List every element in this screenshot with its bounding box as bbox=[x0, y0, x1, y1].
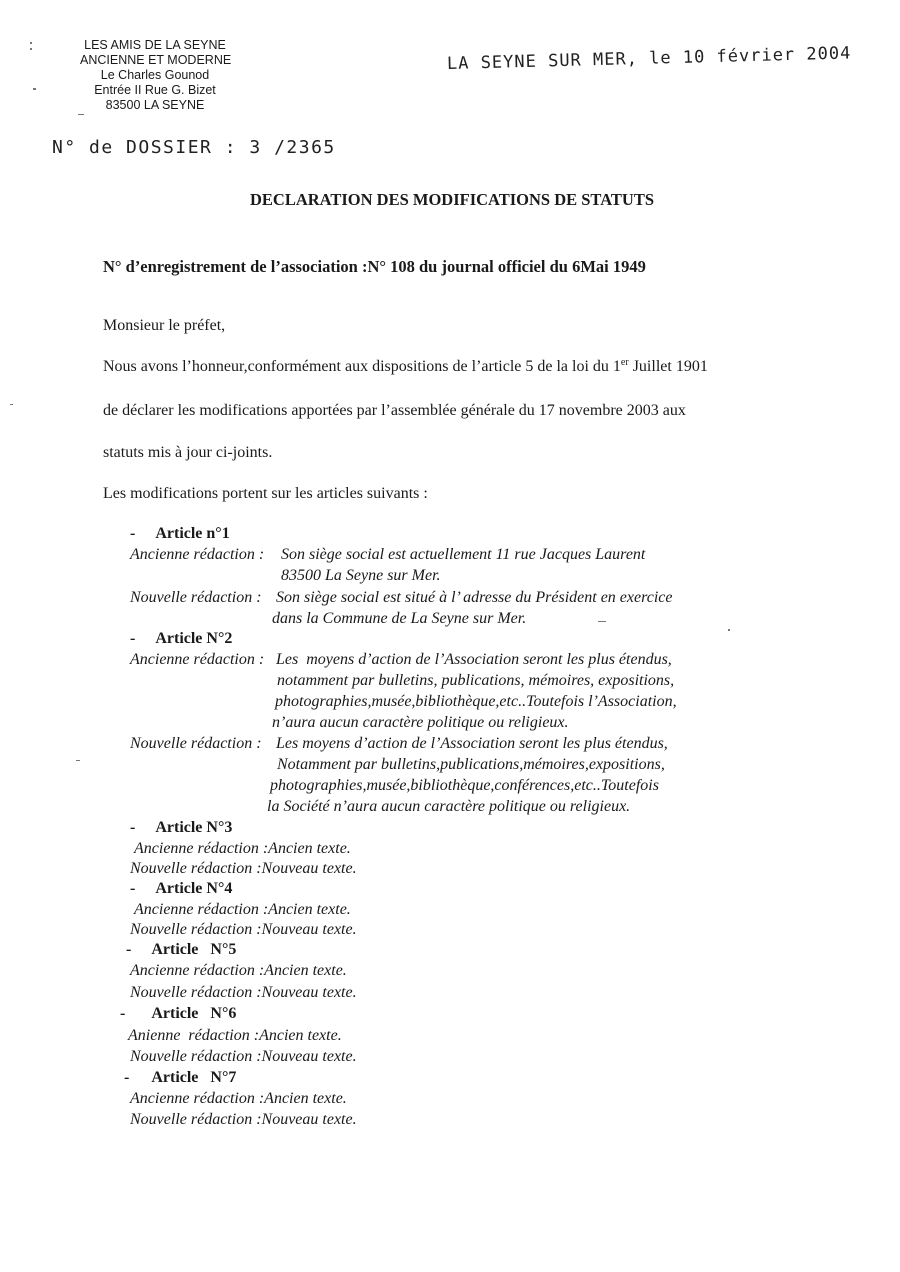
articles-intro: Les modifications portent sur les articles suivants : bbox=[103, 485, 428, 502]
old-wording-line: n’aura aucun caractère politique ou religieux. bbox=[272, 714, 569, 731]
new-wording-line: la Société n’aura aucun caractère politique ou religieux. bbox=[267, 798, 631, 815]
new-wording bbox=[130, 921, 357, 939]
article-heading bbox=[130, 819, 232, 837]
sender-line: 83500 LA SEYNE bbox=[105, 98, 205, 112]
article-heading bbox=[120, 1005, 236, 1023]
new-wording-label: Nouvelle rédaction : bbox=[130, 1111, 262, 1128]
sender-line: Le Charles Gounod bbox=[100, 68, 210, 82]
paragraph-line: statuts mis à jour ci-joints. bbox=[103, 444, 273, 461]
article-heading bbox=[124, 1069, 236, 1087]
handwritten-dossier-number: N° de DOSSIER : 3 /2365 bbox=[52, 137, 336, 158]
new-wording-line: Son siège social est situé à l’ adresse du Président en exercice bbox=[276, 589, 673, 606]
new-wording-label: Nouvelle rédaction : bbox=[130, 589, 262, 606]
old-wording bbox=[130, 962, 347, 980]
paragraph-text: Nous avons l’honneur,conformément aux dispositions de l’article 5 de la loi du 1 bbox=[103, 358, 621, 375]
sender-address bbox=[80, 38, 230, 113]
article-heading bbox=[130, 630, 232, 648]
article-title: Article N°5 bbox=[151, 941, 237, 958]
new-wording-line: photographies,musée,bibliothèque,conférences,etc..Toutefois bbox=[270, 777, 659, 794]
registration-line: N° d’enregistrement de l’association :N° 108 du journal officiel du 6Mai 1949 bbox=[103, 257, 646, 276]
article-heading bbox=[126, 941, 236, 959]
article-title: Article n°1 bbox=[155, 525, 230, 542]
new-wording-label: Nouvelle rédaction : bbox=[130, 1048, 262, 1065]
scan-speck bbox=[78, 114, 84, 115]
old-wording-text: Ancien texte. bbox=[268, 901, 351, 918]
old-wording-label: Ancienne rédaction : bbox=[134, 901, 269, 918]
article-title: Article N°6 bbox=[151, 1005, 237, 1022]
new-wording bbox=[130, 984, 357, 1002]
salutation: Monsieur le préfet, bbox=[103, 317, 226, 334]
old-wording-label: Anienne rédaction : bbox=[128, 1027, 260, 1044]
old-wording bbox=[128, 1027, 342, 1045]
old-wording bbox=[134, 840, 351, 858]
scan-speck bbox=[598, 621, 606, 622]
article-title: Article N°3 bbox=[155, 819, 233, 836]
bullet: - bbox=[130, 525, 136, 542]
new-wording-line: Notamment par bulletins,publications,mémoires,expositions, bbox=[277, 756, 665, 773]
article-title: Article N°4 bbox=[155, 880, 233, 897]
old-wording-line: notamment par bulletins, publications, mémoires, expositions, bbox=[277, 672, 675, 689]
bullet: - bbox=[130, 630, 136, 647]
old-wording-line: 83500 La Seyne sur Mer. bbox=[281, 567, 441, 584]
new-wording-label: Nouvelle rédaction : bbox=[130, 921, 262, 938]
scan-speck bbox=[33, 88, 36, 90]
old-wording-text: Ancien texte. bbox=[264, 962, 347, 979]
old-wording-line: photographies,musée,bibliothèque,etc..Toutefois l’Association, bbox=[275, 693, 677, 710]
old-wording-text: Ancien texte. bbox=[268, 840, 351, 857]
old-wording-text: Ancien texte. bbox=[264, 1090, 347, 1107]
bullet: - bbox=[130, 880, 136, 897]
old-wording-line: Les moyens d’action de l’Association seront les plus étendus, bbox=[276, 651, 672, 668]
new-wording bbox=[130, 860, 357, 878]
article-title: Article N°2 bbox=[155, 630, 233, 647]
new-wording-label: Nouvelle rédaction : bbox=[130, 984, 262, 1001]
old-wording-label: Ancienne rédaction : bbox=[130, 1090, 265, 1107]
old-wording bbox=[130, 1090, 347, 1108]
ordinal-superscript: er bbox=[620, 357, 629, 368]
old-wording-label: Ancienne rédaction : bbox=[130, 962, 265, 979]
old-wording-text: Ancien texte. bbox=[259, 1027, 342, 1044]
old-wording-label: Ancienne rédaction : bbox=[134, 840, 269, 857]
bullet: - bbox=[120, 1005, 126, 1022]
paragraph-text: Juillet 1901 bbox=[628, 358, 708, 375]
bullet: - bbox=[130, 819, 136, 836]
old-wording-line: Son siège social est actuellement 11 rue Jacques Laurent bbox=[281, 546, 646, 563]
paragraph-line: de déclarer les modifications apportées par l’assemblée générale du 17 novembre 2003 aux bbox=[103, 402, 686, 419]
new-wording bbox=[130, 1048, 357, 1066]
paragraph-line bbox=[103, 358, 708, 376]
bullet: - bbox=[126, 941, 132, 958]
scan-speck bbox=[10, 404, 13, 405]
new-wording-text: Nouveau texte. bbox=[261, 1111, 357, 1128]
new-wording-label: Nouvelle rédaction : bbox=[130, 735, 262, 752]
article-heading bbox=[130, 880, 232, 898]
old-wording bbox=[134, 901, 351, 919]
new-wording-text: Nouveau texte. bbox=[261, 921, 357, 938]
scan-speck bbox=[728, 629, 730, 631]
document-title: DECLARATION DES MODIFICATIONS DE STATUTS bbox=[249, 190, 655, 209]
new-wording-text: Nouveau texte. bbox=[261, 860, 357, 877]
article-heading bbox=[130, 525, 230, 543]
new-wording-line: Les moyens d’action de l’Association seront les plus étendus, bbox=[276, 735, 668, 752]
new-wording-line: dans la Commune de La Seyne sur Mer. bbox=[272, 610, 527, 627]
sender-line: LES AMIS DE LA SEYNE bbox=[84, 38, 226, 52]
new-wording-text: Nouveau texte. bbox=[261, 1048, 357, 1065]
old-wording-label: Ancienne rédaction : bbox=[130, 651, 265, 668]
scan-speck bbox=[76, 760, 80, 761]
new-wording bbox=[130, 1111, 357, 1129]
new-wording-text: Nouveau texte. bbox=[261, 984, 357, 1001]
new-wording-label: Nouvelle rédaction : bbox=[130, 860, 262, 877]
scan-speck bbox=[30, 42, 32, 44]
sender-line: ANCIENNE ET MODERNE bbox=[80, 53, 232, 67]
scan-speck bbox=[30, 48, 32, 50]
sender-line: Entrée II Rue G. Bizet bbox=[94, 83, 216, 97]
old-wording-label: Ancienne rédaction : bbox=[130, 546, 265, 563]
article-title: Article N°7 bbox=[151, 1069, 237, 1086]
bullet: - bbox=[124, 1069, 130, 1086]
handwritten-date: LA SEYNE SUR MER, le 10 février 2004 bbox=[446, 43, 852, 74]
